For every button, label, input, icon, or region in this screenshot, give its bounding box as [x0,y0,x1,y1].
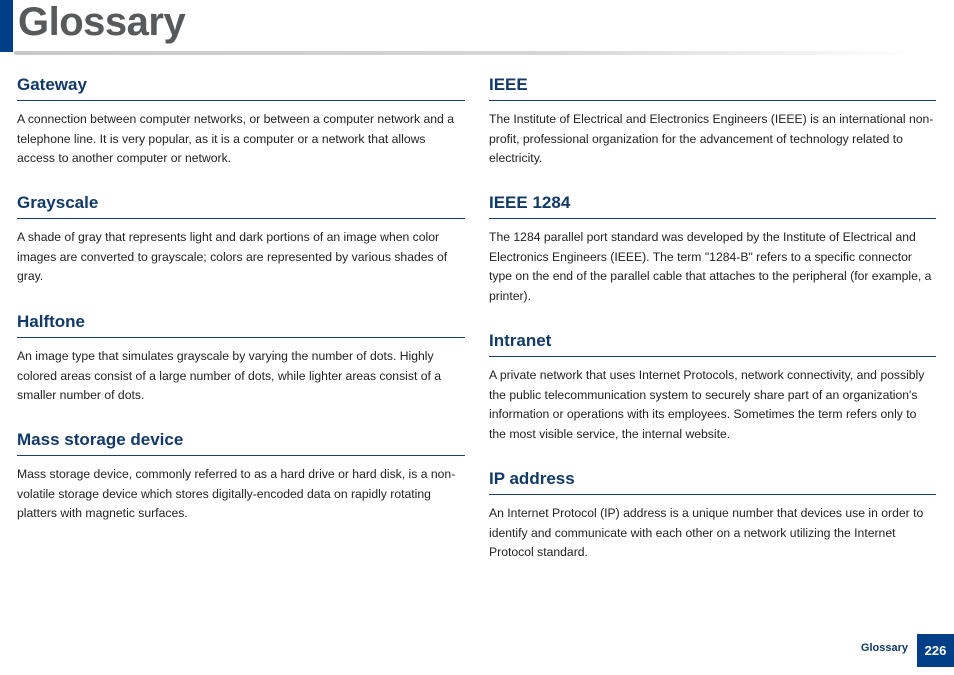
term-heading: Halftone [17,309,465,338]
glossary-entry-ieee [489,72,936,190]
header-accent-bar [0,0,13,52]
glossary-entry-halftone [17,309,465,427]
page-title: Glossary [18,0,186,44]
header-divider [14,51,914,55]
term-definition: A private network that uses Internet Protocols, network connectivity, and possibly the public telecommunication system to securely share part of an organization's information or operations with its employees. Sometimes the term refers only to the most visible service, the internal website. [489,368,925,441]
term-definition: An Internet Protocol (IP) address is a unique number that devices use in order to identify and communicate with each other on a network utilizing the Internet Protocol standard. [489,506,924,559]
page-number: 226 [917,634,954,667]
glossary-entry-ip-address [489,466,936,563]
footer-section-label: Glossary [860,642,908,654]
term-heading: IP address [489,466,936,495]
glossary-entry-gateway [17,72,465,190]
right-column [489,72,936,563]
glossary-entry-grayscale [17,190,465,309]
term-definition: The 1284 parallel port standard was developed by the Institute of Electrical and Electronics Engineers (IEEE). The term "1284-B" refers to a specific connector type on the end of the parallel cable that attaches to the peripheral (for example, a printer). [489,230,932,303]
term-definition: The Institute of Electrical and Electronics Engineers (IEEE) is an international non-profit, professional organization for the advancement of technology related to electricity. [489,112,934,165]
term-definition: A connection between computer networks, or between a computer network and a telephone line. It is very popular, as it is a computer or a network that allows access to another computer or network. [17,112,454,165]
term-definition: Mass storage device, commonly referred to as a hard drive or hard disk, is a non-volatile storage device which stores digitally-encoded data on rapidly rotating platters with magnetic surfaces. [17,467,456,520]
term-definition: An image type that simulates grayscale by varying the number of dots. Highly colored areas consist of a large number of dots, while lighter areas consist of a smaller number of dots. [17,349,442,402]
glossary-entry-ieee-1284 [489,190,936,328]
term-heading: IEEE 1284 [489,190,936,219]
term-definition: A shade of gray that represents light and dark portions of an image when color images are converted to grayscale; colors are represented by various shades of gray. [17,230,448,283]
term-heading: Mass storage device [17,427,465,456]
glossary-entry-mass-storage-device [17,427,465,524]
glossary-entry-intranet [489,328,936,466]
term-heading: Intranet [489,328,936,357]
term-heading: IEEE [489,72,936,101]
term-heading: Grayscale [17,190,465,219]
term-heading: Gateway [17,72,465,101]
left-column [17,72,465,524]
